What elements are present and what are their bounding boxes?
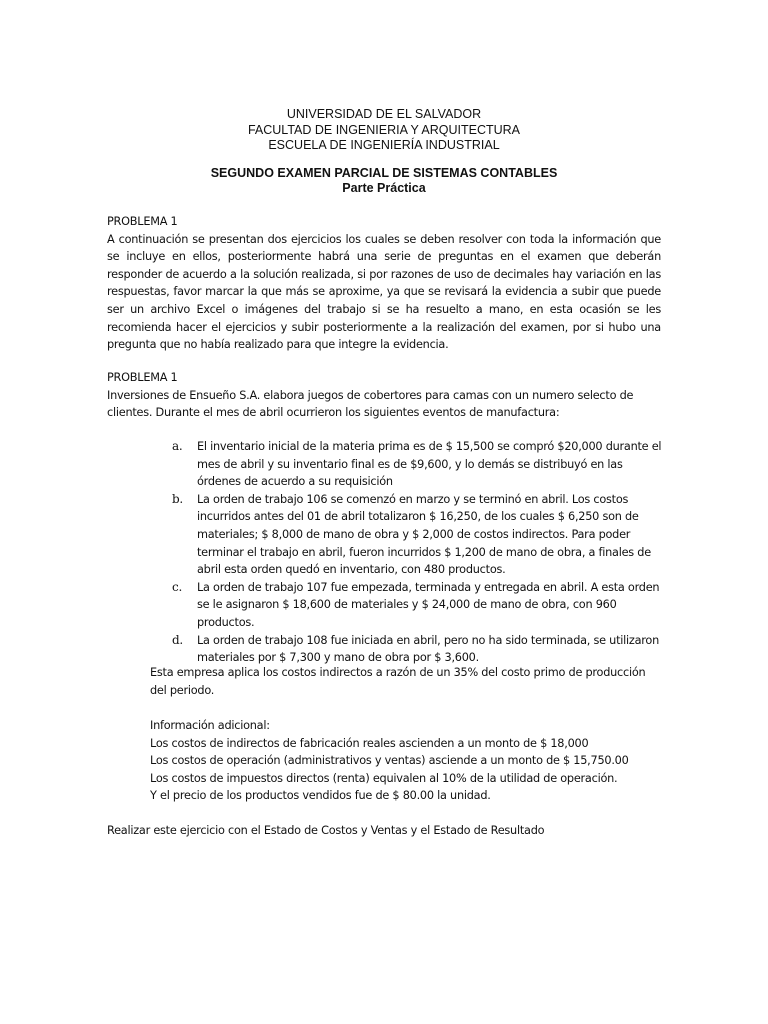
additional-info-line: Los costos de impuestos directos (renta) equivalen al 10% de la utilidad de operación. bbox=[150, 771, 618, 785]
list-item bbox=[150, 579, 665, 632]
exam-title-block bbox=[0, 166, 768, 196]
list-item bbox=[150, 491, 665, 579]
final-instruction: Realizar este ejercicio con el Estado de Costos y Ventas y el Estado de Resultado bbox=[107, 824, 545, 837]
exam-subtitle: Parte Práctica bbox=[342, 181, 426, 195]
problem-two-heading: PROBLEMA 1 bbox=[107, 371, 178, 384]
problem-intro-section bbox=[107, 213, 661, 354]
list-marker: a. bbox=[172, 439, 183, 453]
university-name: UNIVERSIDAD DE EL SALVADOR bbox=[286, 107, 482, 121]
list-marker: b. bbox=[172, 491, 183, 506]
list-marker: c. bbox=[172, 579, 183, 594]
additional-info-line: Los costos de indirectos de fabricación reales ascienden a un monto de $ 18,000 bbox=[150, 736, 589, 750]
overhead-rate-note: Esta empresa aplica los costos indirectos a razón de un 35% del costo primo de producción del periodo. bbox=[150, 666, 646, 697]
additional-info-line: Los costos de operación (administrativos y ventas) asciende a un monto de $ 15,750.00 bbox=[150, 754, 629, 768]
list-item-text: La orden de trabajo 108 fue iniciada en abril, pero no ha sido terminada, se utilizaron materiales por $ 7,300 y mano de obra por $ 3,600. bbox=[197, 633, 659, 665]
list-item bbox=[150, 438, 665, 491]
problem-two-section bbox=[107, 369, 661, 422]
school-name: ESCUELA DE INGENIERÍA INDUSTRIAL bbox=[268, 138, 500, 152]
list-item-text: El inventario inicial de la materia prima es de $ 15,500 se compró $20,000 durante el mes de abril y su inventario final es de $9,600, y lo demás se distribuyó en las órdenes de acuerdo a su requisición bbox=[197, 440, 662, 489]
list-marker: d. bbox=[172, 632, 183, 647]
list-item bbox=[150, 632, 665, 667]
problem-two-text: Inversiones de Ensueño S.A. elabora juegos de cobertores para camas con un numero selecto de clientes. Durante el mes de abril ocurrieron los siguientes eventos de manufactura: bbox=[107, 388, 634, 420]
additional-info-heading: Información adicional: bbox=[150, 719, 270, 732]
list-item-text: La orden de trabajo 107 fue empezada, terminada y entregada en abril. A esta orden se le asignaron $ 18,600 de materiales y $ 24,000 de mano de obra, con 960 productos. bbox=[197, 580, 660, 629]
problem-intro-text: A continuación se presentan dos ejercicios los cuales se deben resolver con toda la información que se incluye en ellos, posteriormente habrá una serie de preguntas en el examen que deberán responder de acuerdo a la solución realizada, si por razones de uso de decimales hay variación en las respuestas, favor marcar la que más se aproxime, ya que se revisará la evidencia a subir que puede ser un archivo Excel o imágenes del trabajo si se ha resuelto a mano, en esta ocasión se les recomienda hacer el ejercicios y subir posteriormente a la realización del examen, por si hubo una pregunta que no había realizado para que integre la evidencia. bbox=[107, 232, 661, 352]
events-list bbox=[150, 438, 665, 667]
additional-info-line: Y el precio de los productos vendidos fue de $ 80.00 la unidad. bbox=[150, 789, 491, 803]
problem-intro-heading: PROBLEMA 1 bbox=[107, 215, 178, 228]
institution-header bbox=[0, 107, 768, 154]
list-item-text: La orden de trabajo 106 se comenzó en marzo y se terminó en abril. Los costos incurridos antes del 01 de abril totalizaron $ 16,250, de los cuales $ 6,250 son de materiales; $ 8,000 de mano de obra y $ 2,000 de costos indirectos. Para poder terminar el trabajo en abril, fueron incurridos $ 1,200 de mano de obra, a finales de abril esta orden quedó en inventario, con 480 productos. bbox=[197, 492, 651, 577]
exam-title: SEGUNDO EXAMEN PARCIAL DE SISTEMAS CONTABLES bbox=[210, 166, 558, 180]
faculty-name: FACULTAD DE INGENIERIA Y ARQUITECTURA bbox=[247, 122, 521, 137]
additional-info-section bbox=[150, 717, 665, 805]
